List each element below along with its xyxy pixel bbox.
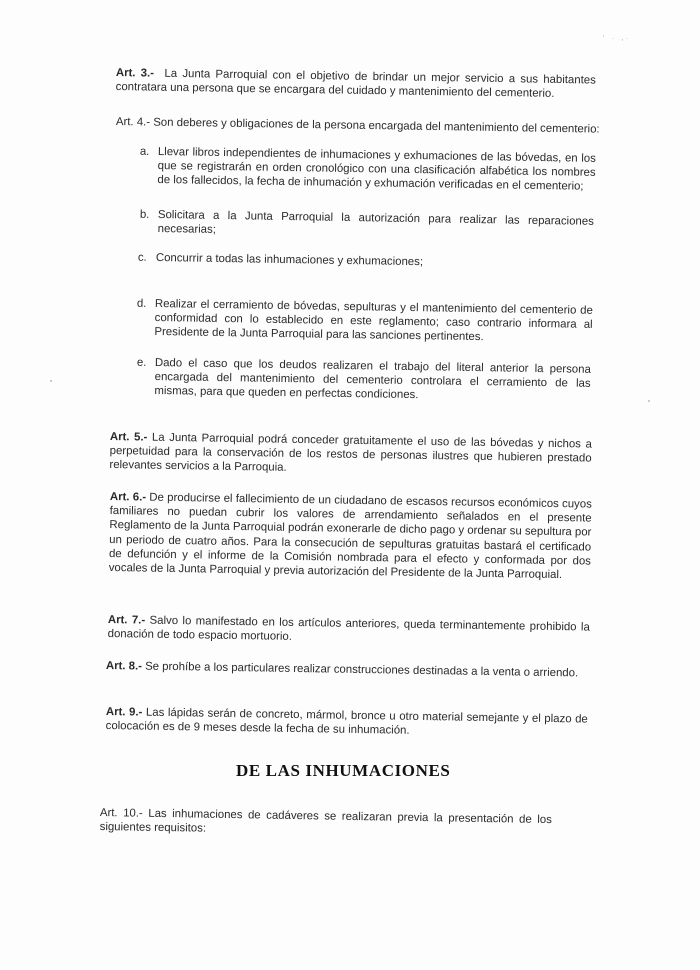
list-marker: d. <box>136 297 147 310</box>
article-8 <box>106 659 596 681</box>
list-item-text: Llevar libros independientes de inhumaciones y exhumaciones de las bóvedas, en los que se registrarán en orden cronológico con una clasificación alfabética los nombres de los fallecidos, la fecha de inhumación y exhumación verificadas en el cementerio; <box>157 145 596 194</box>
article-9-text: Las lápidas serán de concreto, mármol, bronce u otro material semejante y el plazo de colocación es de 9 meses desde la fecha de su inhumación. <box>105 706 588 737</box>
article-4-text: Son deberes y obligaciones de la persona encargada del mantenimiento del cementerio: <box>153 116 600 136</box>
article-5-label: Art. 5.- <box>109 430 148 444</box>
article-10-label: Art. 10.- <box>99 806 143 820</box>
scan-marks: ' · ,· <box>603 36 632 42</box>
list-item-text: Dado el caso que los deudos realizaren el trabajo del literal anterior la persona encargada del mantenimiento del cementerio controlara el cerramiento de las mismas, para que queden en perfectas condiciones. <box>154 356 591 402</box>
list-item-text: Concurrir a todas las inhumaciones y exhumaciones; <box>155 251 424 269</box>
list-item <box>139 208 594 243</box>
scan-speck <box>50 380 52 382</box>
list-item-text: Solicitara a la Junta Parroquial la autorización para realizar las reparaciones necesarias; <box>157 208 594 237</box>
article-4-label: Art. 4.- <box>115 115 151 129</box>
list-marker: c. <box>137 251 147 264</box>
article-7-text: Salvo lo manifestado en los artículos anteriores, queda terminantemente prohibido la donación de todo espacio mortuorio. <box>107 614 590 644</box>
article-8-text: Se prohíbe a los particulares realizar construcciones destinadas a la venta o arriendo. <box>145 660 579 680</box>
article-7-label: Art. 7.- <box>107 613 146 627</box>
article-10 <box>100 806 552 842</box>
article-6 <box>109 490 592 583</box>
list-item <box>136 356 591 405</box>
article-4 <box>116 115 601 137</box>
article-6-text: De producirse el fallecimiento de un ciudadano de escasos recursos económicos cuyos familiares no puedan cubrir los valores de arrendamiento señalados en el presente Reglamento de la Junta Parroquial podrán exonerarle de dicho pago y ordenar su sepultura por un periodo de cuatro años. Para la consecución de sepulturas gratuitas bastará el certificado de defunción y el informe de la Comisión nombrada para el efecto y conformada por dos vocales de la Junta Parroquial y previa autorización del Presidente de la Junta Parroquial. <box>108 491 592 582</box>
list-item <box>136 297 593 346</box>
article-5-text: La Junta Parroquial podrá conceder gratuitamente el uso de las bóvedas y nichos a perpetuidad para la conservación de los restos de personas ilustres que hubieren prestado relevantes servicios a la Parroquia. <box>109 431 592 475</box>
article-5 <box>109 430 592 480</box>
list-marker: a. <box>139 145 150 158</box>
list-item <box>139 145 596 194</box>
scan-speck <box>648 400 650 402</box>
section-heading: DE LAS INHUMACIONES <box>236 761 451 780</box>
article-10-text: Las inhumaciones de cadáveres se realizaran previa la presentación de los siguientes requisitos: <box>99 807 552 835</box>
article-8-label: Art. 8.- <box>105 659 143 673</box>
article-3 <box>116 66 596 102</box>
list-marker: e. <box>136 356 147 369</box>
article-3-text: La Junta Parroquial con el objetivo de brindar un mejor servicio a sus habitantes contratara una persona que se encargara del cuidado y mantenimiento del cementerio. <box>115 67 596 101</box>
list-marker: b. <box>139 208 150 221</box>
article-3-label: Art. 3.- <box>115 66 155 80</box>
article-9 <box>106 705 588 741</box>
article-7 <box>108 613 590 649</box>
list-item-text: Realizar el cerramiento de bóvedas, sepulturas y el mantenimiento del cementerio de conformidad con lo establecido en este reglamento; caso contrario informara al Presidente de la Junta Parroquial para las sanciones pertinentes. <box>154 297 593 344</box>
list-item <box>137 251 592 272</box>
article-6-label: Art. 6.- <box>109 490 147 504</box>
article-9-label: Art. 9.- <box>105 705 143 719</box>
